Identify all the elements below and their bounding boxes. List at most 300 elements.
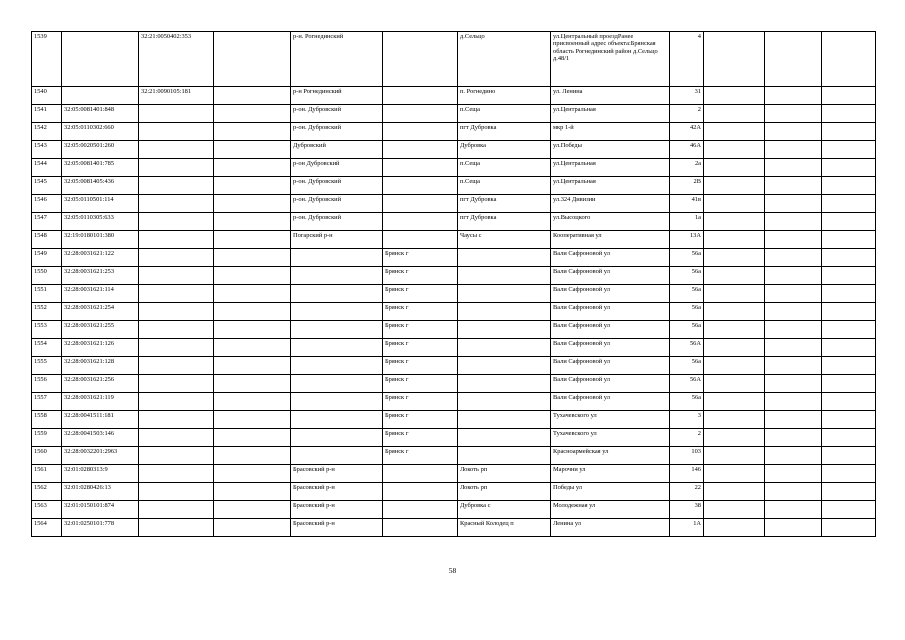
extra-cell <box>765 357 822 375</box>
city-cell <box>383 519 458 537</box>
empty-cell <box>214 195 291 213</box>
house-number-cell: 1А <box>670 519 704 537</box>
row-number-cell: 1542 <box>32 123 62 141</box>
locality-cell <box>458 339 551 357</box>
street-cell: ул.Победы <box>551 141 670 159</box>
empty-cell <box>214 321 291 339</box>
row-number-cell: 1540 <box>32 87 62 105</box>
extra-cell <box>704 429 765 447</box>
extra-cell <box>765 141 822 159</box>
extra-cell <box>704 339 765 357</box>
house-number-cell: 56А <box>670 339 704 357</box>
city-cell: Брянск г <box>383 285 458 303</box>
empty-cell <box>214 429 291 447</box>
table-row <box>32 141 876 159</box>
table-row <box>32 231 876 249</box>
empty-cell <box>214 465 291 483</box>
city-cell: Брянск г <box>383 447 458 465</box>
house-number-cell: 2В <box>670 177 704 195</box>
cadastral-number-alt-cell <box>139 267 214 285</box>
extra-cell <box>822 105 876 123</box>
table-row <box>32 429 876 447</box>
locality-cell <box>458 375 551 393</box>
extra-cell <box>822 249 876 267</box>
cadastral-number-alt-cell <box>139 429 214 447</box>
extra-cell <box>822 357 876 375</box>
locality-cell: п.Сеща <box>458 177 551 195</box>
district-cell <box>291 321 383 339</box>
street-cell: ул.Центральная <box>551 159 670 177</box>
row-number-cell: 1550 <box>32 267 62 285</box>
city-cell <box>383 465 458 483</box>
locality-cell: Дубровка с <box>458 501 551 519</box>
locality-cell <box>458 303 551 321</box>
empty-cell <box>214 141 291 159</box>
city-cell <box>383 123 458 141</box>
district-cell: р-он. Дубровский <box>291 123 383 141</box>
extra-cell <box>704 411 765 429</box>
street-cell: Вали Сафроновой ул <box>551 375 670 393</box>
extra-cell <box>822 321 876 339</box>
cadastral-number-alt-cell <box>139 501 214 519</box>
cadastral-number-alt-cell <box>139 375 214 393</box>
cadastral-number-cell: 32:28:0031621:255 <box>62 321 139 339</box>
extra-cell <box>704 357 765 375</box>
district-cell <box>291 357 383 375</box>
extra-cell <box>765 501 822 519</box>
city-cell <box>383 105 458 123</box>
empty-cell <box>214 519 291 537</box>
locality-cell: п. Рогнедино <box>458 87 551 105</box>
empty-cell <box>214 231 291 249</box>
house-number-cell: 2 <box>670 105 704 123</box>
row-number-cell: 1548 <box>32 231 62 249</box>
city-cell: Брянск г <box>383 411 458 429</box>
district-cell <box>291 303 383 321</box>
district-cell: р-он. Дубровский <box>291 105 383 123</box>
locality-cell: Локоть рп <box>458 483 551 501</box>
street-cell: Тухачевского ул <box>551 429 670 447</box>
street-cell: Тухачевского ул <box>551 411 670 429</box>
cadastral-number-alt-cell <box>139 159 214 177</box>
table-row <box>32 483 876 501</box>
district-cell <box>291 267 383 285</box>
empty-cell <box>214 303 291 321</box>
row-number-cell: 1555 <box>32 357 62 375</box>
extra-cell <box>822 393 876 411</box>
cadastral-number-alt-cell: 32:21:0050402:353 <box>139 32 214 87</box>
row-number-cell: 1553 <box>32 321 62 339</box>
extra-cell <box>765 267 822 285</box>
cadastral-number-cell: 32:01:0250101:778 <box>62 519 139 537</box>
extra-cell <box>822 519 876 537</box>
empty-cell <box>214 213 291 231</box>
row-number-cell: 1549 <box>32 249 62 267</box>
cadastral-number-cell: 32:28:0031621:256 <box>62 375 139 393</box>
street-cell: Вали Сафроновой ул <box>551 267 670 285</box>
table-row <box>32 393 876 411</box>
extra-cell <box>765 375 822 393</box>
cadastral-number-alt-cell <box>139 141 214 159</box>
empty-cell <box>214 87 291 105</box>
city-cell <box>383 159 458 177</box>
locality-cell <box>458 267 551 285</box>
city-cell: Брянск г <box>383 375 458 393</box>
extra-cell <box>704 231 765 249</box>
cadastral-number-cell <box>62 87 139 105</box>
extra-cell <box>765 519 822 537</box>
extra-cell <box>765 285 822 303</box>
row-number-cell: 1546 <box>32 195 62 213</box>
extra-cell <box>704 105 765 123</box>
house-number-cell: 56а <box>670 321 704 339</box>
house-number-cell: 56а <box>670 267 704 285</box>
street-cell: Вали Сафроновой ул <box>551 357 670 375</box>
extra-cell <box>765 213 822 231</box>
cadastral-number-cell: 32:28:0031621:126 <box>62 339 139 357</box>
extra-cell <box>704 87 765 105</box>
district-cell: Погарский р-н <box>291 231 383 249</box>
row-number-cell: 1541 <box>32 105 62 123</box>
district-cell: р-он Дубровский <box>291 159 383 177</box>
house-number-cell: 2а <box>670 159 704 177</box>
cadastral-number-alt-cell <box>139 213 214 231</box>
extra-cell <box>822 195 876 213</box>
row-number-cell: 1547 <box>32 213 62 231</box>
extra-cell <box>704 267 765 285</box>
empty-cell <box>214 123 291 141</box>
locality-cell <box>458 447 551 465</box>
table-row <box>32 375 876 393</box>
extra-cell <box>822 87 876 105</box>
house-number-cell: 42А <box>670 123 704 141</box>
district-cell: Брасовский р-н <box>291 501 383 519</box>
district-cell <box>291 285 383 303</box>
street-cell: ул.Высоцкого <box>551 213 670 231</box>
city-cell <box>383 141 458 159</box>
city-cell: Брянск г <box>383 429 458 447</box>
cadastral-number-alt-cell <box>139 411 214 429</box>
locality-cell <box>458 357 551 375</box>
locality-cell: пгт Дубровка <box>458 213 551 231</box>
extra-cell <box>704 249 765 267</box>
cadastral-number-cell: 32:01:0280313:9 <box>62 465 139 483</box>
district-cell: р-он. Дубровский <box>291 213 383 231</box>
extra-cell <box>822 231 876 249</box>
cadastral-number-alt-cell <box>139 339 214 357</box>
row-number-cell: 1545 <box>32 177 62 195</box>
row-number-cell: 1554 <box>32 339 62 357</box>
extra-cell <box>704 285 765 303</box>
house-number-cell: 103 <box>670 447 704 465</box>
extra-cell <box>765 105 822 123</box>
city-cell <box>383 213 458 231</box>
house-number-cell: 22 <box>670 483 704 501</box>
extra-cell <box>765 429 822 447</box>
house-number-cell: 13А <box>670 231 704 249</box>
house-number-cell: 56а <box>670 285 704 303</box>
cadastral-number-cell: 32:28:0041503:146 <box>62 429 139 447</box>
district-cell <box>291 429 383 447</box>
extra-cell <box>765 447 822 465</box>
locality-cell: Локоть рп <box>458 465 551 483</box>
row-number-cell: 1556 <box>32 375 62 393</box>
cadastral-number-alt-cell <box>139 231 214 249</box>
cadastral-number-cell: 32:28:0032201:2963 <box>62 447 139 465</box>
table-row <box>32 303 876 321</box>
cadastral-number-alt-cell <box>139 303 214 321</box>
street-cell: Ленина ул <box>551 519 670 537</box>
extra-cell <box>822 465 876 483</box>
cadastral-number-alt-cell <box>139 519 214 537</box>
cadastral-number-cell: 32:05:0020501:260 <box>62 141 139 159</box>
row-number-cell: 1561 <box>32 465 62 483</box>
cadastral-number-cell: 32:28:0041511:181 <box>62 411 139 429</box>
extra-cell <box>704 501 765 519</box>
house-number-cell: 4 <box>670 32 704 87</box>
extra-cell <box>704 159 765 177</box>
row-number-cell: 1562 <box>32 483 62 501</box>
extra-cell <box>822 159 876 177</box>
house-number-cell: 41в <box>670 195 704 213</box>
extra-cell <box>704 123 765 141</box>
extra-cell <box>704 141 765 159</box>
empty-cell <box>214 105 291 123</box>
city-cell <box>383 32 458 87</box>
registry-rows <box>32 32 876 537</box>
street-cell: Кооперативная ул <box>551 231 670 249</box>
cadastral-number-cell: 32:05:0081405:436 <box>62 177 139 195</box>
extra-cell <box>704 303 765 321</box>
table-row <box>32 519 876 537</box>
house-number-cell: 146 <box>670 465 704 483</box>
street-cell: ул. Ленина <box>551 87 670 105</box>
table-row <box>32 447 876 465</box>
district-cell: р-н Рогнединский <box>291 87 383 105</box>
extra-cell <box>822 303 876 321</box>
street-cell: ул.Центральная <box>551 105 670 123</box>
district-cell <box>291 393 383 411</box>
cadastral-number-alt-cell <box>139 285 214 303</box>
city-cell <box>383 87 458 105</box>
extra-cell <box>765 303 822 321</box>
street-cell: Марочни ул <box>551 465 670 483</box>
extra-cell <box>704 321 765 339</box>
row-number-cell: 1558 <box>32 411 62 429</box>
house-number-cell: 31 <box>670 87 704 105</box>
extra-cell <box>822 123 876 141</box>
locality-cell: п.Сеща <box>458 159 551 177</box>
extra-cell <box>765 321 822 339</box>
district-cell: р-н. Рогнединский <box>291 32 383 87</box>
empty-cell <box>214 393 291 411</box>
table-row <box>32 411 876 429</box>
table-row <box>32 177 876 195</box>
table-row <box>32 339 876 357</box>
table-row <box>32 267 876 285</box>
table-row <box>32 195 876 213</box>
extra-cell <box>765 483 822 501</box>
extra-cell <box>765 87 822 105</box>
cadastral-number-alt-cell <box>139 447 214 465</box>
cadastral-number-cell: 32:01:0150101:874 <box>62 501 139 519</box>
empty-cell <box>214 177 291 195</box>
house-number-cell: 3 <box>670 411 704 429</box>
street-cell: Вали Сафроновой ул <box>551 249 670 267</box>
city-cell: Брянск г <box>383 321 458 339</box>
extra-cell <box>822 141 876 159</box>
extra-cell <box>765 249 822 267</box>
street-cell: Вали Сафроновой ул <box>551 393 670 411</box>
city-cell <box>383 177 458 195</box>
extra-cell <box>765 32 822 87</box>
empty-cell <box>214 339 291 357</box>
table-row <box>32 285 876 303</box>
empty-cell <box>214 483 291 501</box>
extra-cell <box>822 429 876 447</box>
district-cell <box>291 339 383 357</box>
cadastral-number-alt-cell <box>139 249 214 267</box>
extra-cell <box>704 213 765 231</box>
row-number-cell: 1563 <box>32 501 62 519</box>
extra-cell <box>765 393 822 411</box>
cadastral-number-alt-cell <box>139 123 214 141</box>
locality-cell <box>458 285 551 303</box>
street-cell: мкр 1-й <box>551 123 670 141</box>
extra-cell <box>822 501 876 519</box>
district-cell: Брасовский р-н <box>291 519 383 537</box>
cadastral-number-cell: 32:05:0110302:660 <box>62 123 139 141</box>
city-cell <box>383 483 458 501</box>
city-cell: Брянск г <box>383 357 458 375</box>
extra-cell <box>765 411 822 429</box>
extra-cell <box>704 519 765 537</box>
street-cell: Вали Сафроновой ул <box>551 339 670 357</box>
extra-cell <box>822 375 876 393</box>
cadastral-number-alt-cell <box>139 105 214 123</box>
extra-cell <box>822 483 876 501</box>
district-cell: р-он. Дубровский <box>291 177 383 195</box>
cadastral-number-alt-cell: 32:21:0090105:181 <box>139 87 214 105</box>
extra-cell <box>822 267 876 285</box>
row-number-cell: 1551 <box>32 285 62 303</box>
empty-cell <box>214 267 291 285</box>
city-cell <box>383 501 458 519</box>
table-row <box>32 159 876 177</box>
city-cell: Брянск г <box>383 393 458 411</box>
extra-cell <box>822 32 876 87</box>
row-number-cell: 1544 <box>32 159 62 177</box>
row-number-cell: 1543 <box>32 141 62 159</box>
extra-cell <box>704 32 765 87</box>
empty-cell <box>214 159 291 177</box>
city-cell: Брянск г <box>383 303 458 321</box>
locality-cell: п.Сеща <box>458 105 551 123</box>
cadastral-number-alt-cell <box>139 393 214 411</box>
house-number-cell: 2 <box>670 429 704 447</box>
house-number-cell: 38 <box>670 501 704 519</box>
district-cell: р-он. Дубровский <box>291 195 383 213</box>
extra-cell <box>765 195 822 213</box>
city-cell: Брянск г <box>383 267 458 285</box>
cadastral-number-cell: 32:05:0110305:633 <box>62 213 139 231</box>
street-cell: ул.324 Дивизии <box>551 195 670 213</box>
cadastral-number-cell: 32:28:0031621:253 <box>62 267 139 285</box>
city-cell: Брянск г <box>383 339 458 357</box>
locality-cell <box>458 429 551 447</box>
locality-cell <box>458 411 551 429</box>
cadastral-number-cell: 32:01:0280426:13 <box>62 483 139 501</box>
street-cell: Вали Сафроновой ул <box>551 321 670 339</box>
row-number-cell: 1557 <box>32 393 62 411</box>
table-row <box>32 321 876 339</box>
city-cell: Брянск г <box>383 249 458 267</box>
row-number-cell: 1559 <box>32 429 62 447</box>
extra-cell <box>765 177 822 195</box>
extra-cell <box>822 411 876 429</box>
cadastral-number-alt-cell <box>139 357 214 375</box>
extra-cell <box>704 195 765 213</box>
extra-cell <box>822 339 876 357</box>
house-number-cell: 1а <box>670 213 704 231</box>
cadastral-number-cell: 32:28:0031621:128 <box>62 357 139 375</box>
extra-cell <box>704 465 765 483</box>
district-cell <box>291 411 383 429</box>
row-number-cell: 1539 <box>32 32 62 87</box>
house-number-cell: 56а <box>670 357 704 375</box>
row-number-cell: 1552 <box>32 303 62 321</box>
district-cell: Дубровский <box>291 141 383 159</box>
extra-cell <box>822 177 876 195</box>
cadastral-number-cell: 32:28:0031621:254 <box>62 303 139 321</box>
cadastral-number-cell: 32:05:0110501:114 <box>62 195 139 213</box>
empty-cell <box>214 32 291 87</box>
cadastral-number-cell: 32:05:0081401:785 <box>62 159 139 177</box>
house-number-cell: 46А <box>670 141 704 159</box>
locality-cell: пгт Дубровка <box>458 195 551 213</box>
street-cell: ул.Центральная <box>551 177 670 195</box>
cadastral-number-cell <box>62 32 139 87</box>
table-row <box>32 213 876 231</box>
table-row <box>32 32 876 87</box>
empty-cell <box>214 375 291 393</box>
extra-cell <box>704 393 765 411</box>
cadastral-number-cell: 32:28:0031621:122 <box>62 249 139 267</box>
district-cell: Брасовский р-н <box>291 465 383 483</box>
cadastral-number-cell: 32:28:0031621:114 <box>62 285 139 303</box>
empty-cell <box>214 249 291 267</box>
cadastral-number-alt-cell <box>139 483 214 501</box>
street-cell: Молодежная ул <box>551 501 670 519</box>
locality-cell: пгт Дубровка <box>458 123 551 141</box>
city-cell <box>383 231 458 249</box>
street-cell: Вали Сафроновой ул <box>551 303 670 321</box>
table-row <box>32 123 876 141</box>
cadastral-number-alt-cell <box>139 465 214 483</box>
cadastral-number-alt-cell <box>139 177 214 195</box>
extra-cell <box>704 177 765 195</box>
empty-cell <box>214 447 291 465</box>
cadastral-number-alt-cell <box>139 195 214 213</box>
locality-cell <box>458 249 551 267</box>
extra-cell <box>765 465 822 483</box>
empty-cell <box>214 357 291 375</box>
locality-cell: Чаусы с <box>458 231 551 249</box>
extra-cell <box>765 231 822 249</box>
extra-cell <box>822 213 876 231</box>
page-number: 58 <box>448 566 457 575</box>
extra-cell <box>765 123 822 141</box>
